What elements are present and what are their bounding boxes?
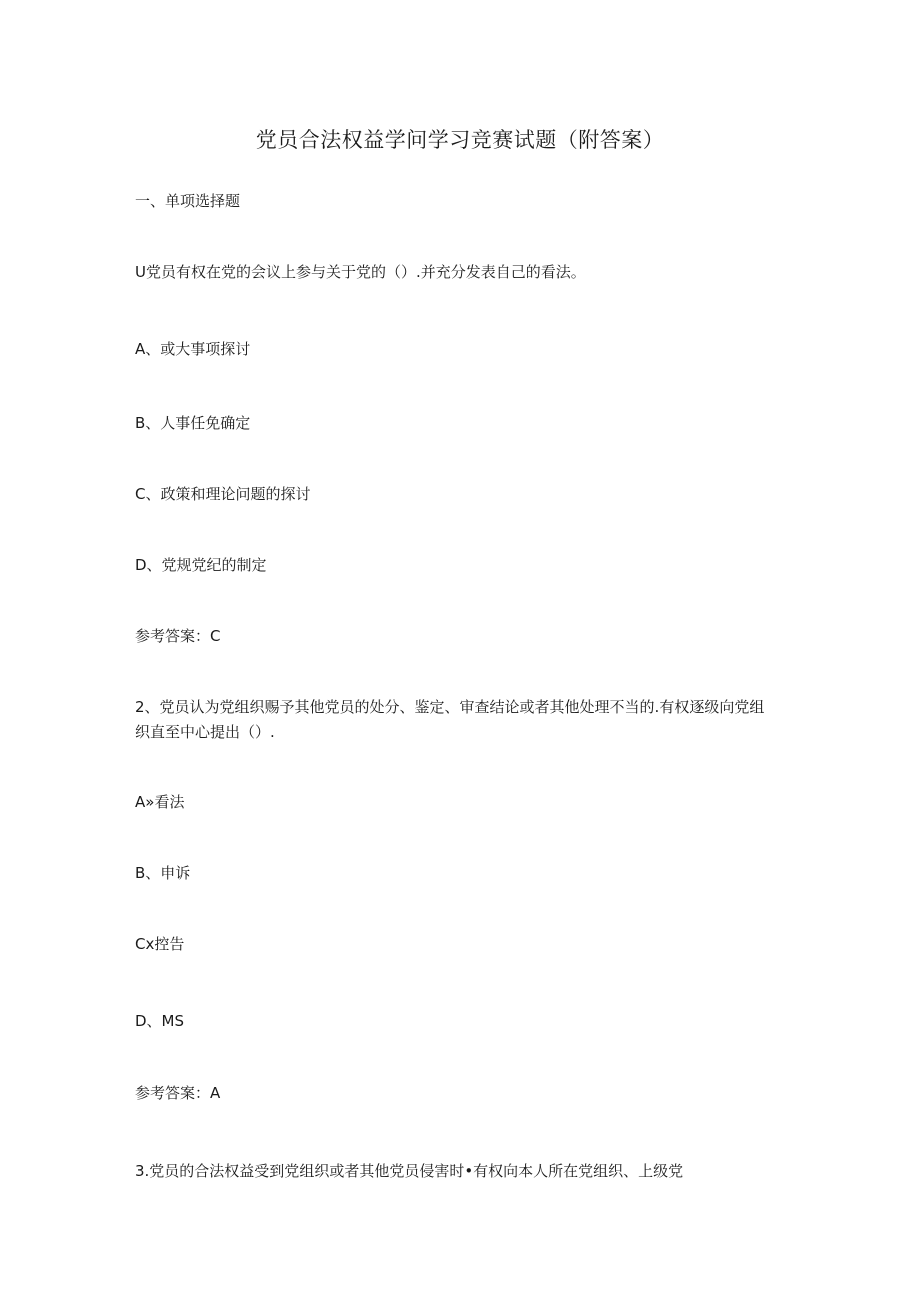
question-1-option-b: B、人事任免确定 bbox=[135, 414, 251, 432]
question-2-option-b: B、申诉 bbox=[135, 864, 191, 882]
question-2-option-d: D、MS bbox=[135, 1012, 185, 1030]
question-3-stem: 3.党员的合法权益受到党组织或者其他党员侵害时•有权向本人所在党组织、上级党 bbox=[135, 1162, 684, 1180]
document-title: 党员合法权益学问学习竞赛试题（附答案） bbox=[255, 128, 665, 152]
question-2-answer: 参考答案：A bbox=[135, 1084, 221, 1102]
question-1-option-d: D、党规党纪的制定 bbox=[135, 556, 267, 574]
question-2-stem-line-2: 织直至中心提出（）. bbox=[135, 723, 275, 741]
question-1-option-c: C、政策和理论问题的探讨 bbox=[135, 485, 311, 503]
question-1-answer: 参考答案：C bbox=[135, 627, 221, 645]
question-2-option-c: Cx控告 bbox=[135, 935, 185, 953]
question-1-option-a: A、或大事项探讨 bbox=[135, 340, 251, 358]
question-2-option-a: A»看法 bbox=[135, 793, 185, 811]
question-1-stem: U党员有权在党的会议上参与关于党的（）.并充分发表自己的看法。 bbox=[135, 263, 586, 281]
section-heading: 一、单项选择题 bbox=[135, 192, 241, 210]
question-2-stem-line-1: 2、党员认为党组织赐予其他党员的处分、鉴定、审查结论或者其他处理不当的.有权逐级向党组 bbox=[135, 698, 765, 716]
